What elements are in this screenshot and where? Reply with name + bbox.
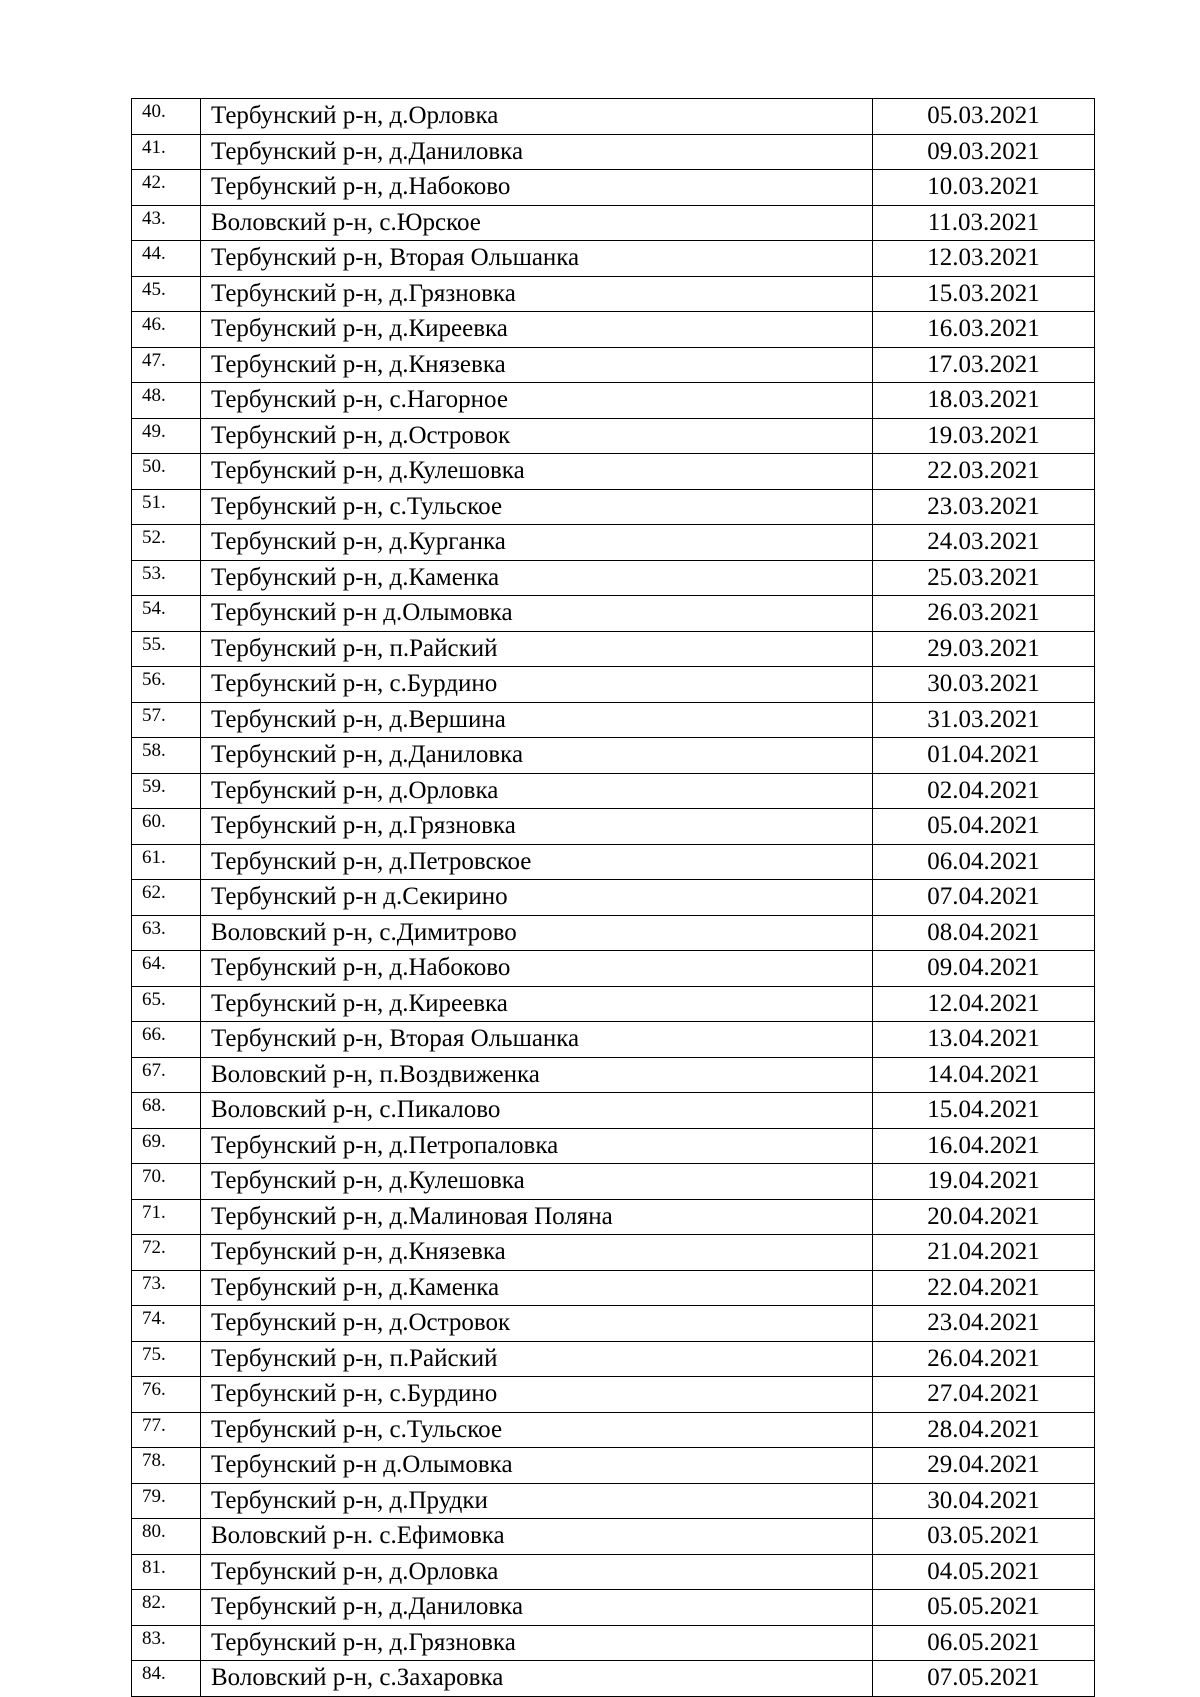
date-cell: 05.04.2021 <box>873 809 1095 845</box>
row-number: 52. <box>132 525 201 561</box>
row-number: 58. <box>132 738 201 774</box>
location-cell: Тербунский р-н, с.Нагорное <box>201 383 873 419</box>
row-number: 60. <box>132 809 201 845</box>
table-row <box>132 312 1095 348</box>
row-number: 51. <box>132 489 201 525</box>
date-cell: 31.03.2021 <box>873 702 1095 738</box>
date-cell: 07.05.2021 <box>873 1661 1095 1697</box>
location-cell: Тербунский р-н, д.Петровское <box>201 844 873 880</box>
date-cell: 23.04.2021 <box>873 1306 1095 1342</box>
row-number: 40. <box>132 99 201 135</box>
date-cell: 29.04.2021 <box>873 1448 1095 1484</box>
row-number: 70. <box>132 1164 201 1200</box>
row-number: 75. <box>132 1341 201 1377</box>
row-number: 41. <box>132 134 201 170</box>
date-cell: 05.03.2021 <box>873 99 1095 135</box>
table-row <box>132 1022 1095 1058</box>
date-cell: 28.04.2021 <box>873 1412 1095 1448</box>
table-row <box>132 1199 1095 1235</box>
location-cell: Воловский р-н, п.Воздвиженка <box>201 1057 873 1093</box>
table-row <box>132 205 1095 241</box>
row-number: 79. <box>132 1483 201 1519</box>
location-cell: Тербунский р-н, д.Грязновка <box>201 809 873 845</box>
table-row <box>132 1483 1095 1519</box>
location-cell: Воловский р-н. с.Ефимовка <box>201 1519 873 1555</box>
date-cell: 17.03.2021 <box>873 347 1095 383</box>
table-row <box>132 951 1095 987</box>
table-row <box>132 1448 1095 1484</box>
table-row <box>132 1341 1095 1377</box>
table-row <box>132 347 1095 383</box>
row-number: 82. <box>132 1590 201 1626</box>
location-cell: Тербунский р-н, д.Киреевка <box>201 986 873 1022</box>
location-cell: Тербунский р-н, д.Островок <box>201 418 873 454</box>
table-row <box>132 1590 1095 1626</box>
location-cell: Тербунский р-н, д.Орловка <box>201 99 873 135</box>
row-number: 46. <box>132 312 201 348</box>
row-number: 69. <box>132 1128 201 1164</box>
table-row <box>132 738 1095 774</box>
date-cell: 03.05.2021 <box>873 1519 1095 1555</box>
date-cell: 05.05.2021 <box>873 1590 1095 1626</box>
table-row <box>132 667 1095 703</box>
location-cell: Тербунский р-н, Вторая Ольшанка <box>201 241 873 277</box>
date-cell: 07.04.2021 <box>873 880 1095 916</box>
location-cell: Тербунский р-н д.Олымовка <box>201 596 873 632</box>
table-row <box>132 1412 1095 1448</box>
row-number: 61. <box>132 844 201 880</box>
row-number: 73. <box>132 1270 201 1306</box>
row-number: 65. <box>132 986 201 1022</box>
row-number: 77. <box>132 1412 201 1448</box>
location-cell: Тербунский р-н, д.Курганка <box>201 525 873 561</box>
table-row <box>132 1164 1095 1200</box>
date-cell: 19.04.2021 <box>873 1164 1095 1200</box>
location-cell: Тербунский р-н, д.Вершина <box>201 702 873 738</box>
schedule-table-body <box>132 99 1095 1697</box>
row-number: 45. <box>132 276 201 312</box>
date-cell: 29.03.2021 <box>873 631 1095 667</box>
location-cell: Тербунский р-н д.Олымовка <box>201 1448 873 1484</box>
table-row <box>132 170 1095 206</box>
date-cell: 26.03.2021 <box>873 596 1095 632</box>
location-cell: Воловский р-н, с.Димитрово <box>201 915 873 951</box>
row-number: 55. <box>132 631 201 667</box>
date-cell: 11.03.2021 <box>873 205 1095 241</box>
location-cell: Тербунский р-н, д.Кулешовка <box>201 1164 873 1200</box>
date-cell: 26.04.2021 <box>873 1341 1095 1377</box>
location-cell: Воловский р-н, с.Юрское <box>201 205 873 241</box>
table-row <box>132 1093 1095 1129</box>
row-number: 44. <box>132 241 201 277</box>
table-row <box>132 454 1095 490</box>
date-cell: 06.05.2021 <box>873 1625 1095 1661</box>
table-row <box>132 383 1095 419</box>
row-number: 68. <box>132 1093 201 1129</box>
table-row <box>132 1057 1095 1093</box>
location-cell: Тербунский р-н, д.Малиновая Поляна <box>201 1199 873 1235</box>
location-cell: Тербунский р-н, д.Набоково <box>201 170 873 206</box>
date-cell: 10.03.2021 <box>873 170 1095 206</box>
table-row <box>132 489 1095 525</box>
table-row <box>132 1235 1095 1271</box>
row-number: 59. <box>132 773 201 809</box>
row-number: 83. <box>132 1625 201 1661</box>
date-cell: 30.03.2021 <box>873 667 1095 703</box>
table-row <box>132 596 1095 632</box>
date-cell: 23.03.2021 <box>873 489 1095 525</box>
location-cell: Тербунский р-н, д.Прудки <box>201 1483 873 1519</box>
row-number: 49. <box>132 418 201 454</box>
date-cell: 19.03.2021 <box>873 418 1095 454</box>
date-cell: 16.03.2021 <box>873 312 1095 348</box>
row-number: 81. <box>132 1554 201 1590</box>
date-cell: 16.04.2021 <box>873 1128 1095 1164</box>
location-cell: Тербунский р-н, с.Тульское <box>201 489 873 525</box>
location-cell: Тербунский р-н, с.Бурдино <box>201 667 873 703</box>
location-cell: Тербунский р-н, д.Орловка <box>201 1554 873 1590</box>
location-cell: Тербунский р-н, п.Райский <box>201 631 873 667</box>
date-cell: 06.04.2021 <box>873 844 1095 880</box>
row-number: 76. <box>132 1377 201 1413</box>
table-row <box>132 560 1095 596</box>
row-number: 53. <box>132 560 201 596</box>
row-number: 74. <box>132 1306 201 1342</box>
table-row <box>132 99 1095 135</box>
date-cell: 08.04.2021 <box>873 915 1095 951</box>
location-cell: Тербунский р-н, д.Киреевка <box>201 312 873 348</box>
table-row <box>132 241 1095 277</box>
row-number: 57. <box>132 702 201 738</box>
date-cell: 22.03.2021 <box>873 454 1095 490</box>
row-number: 80. <box>132 1519 201 1555</box>
location-cell: Тербунский р-н, с.Тульское <box>201 1412 873 1448</box>
table-row <box>132 1625 1095 1661</box>
table-row <box>132 844 1095 880</box>
date-cell: 04.05.2021 <box>873 1554 1095 1590</box>
date-cell: 30.04.2021 <box>873 1483 1095 1519</box>
table-row <box>132 418 1095 454</box>
table-row <box>132 631 1095 667</box>
schedule-table <box>131 98 1095 1697</box>
date-cell: 21.04.2021 <box>873 1235 1095 1271</box>
date-cell: 12.04.2021 <box>873 986 1095 1022</box>
date-cell: 27.04.2021 <box>873 1377 1095 1413</box>
location-cell: Тербунский р-н, д.Кулешовка <box>201 454 873 490</box>
location-cell: Воловский р-н, с.Захаровка <box>201 1661 873 1697</box>
row-number: 71. <box>132 1199 201 1235</box>
date-cell: 09.04.2021 <box>873 951 1095 987</box>
location-cell: Тербунский р-н, д.Князевка <box>201 1235 873 1271</box>
location-cell: Тербунский р-н, Вторая Ольшанка <box>201 1022 873 1058</box>
table-row <box>132 880 1095 916</box>
location-cell: Тербунский р-н, д.Даниловка <box>201 738 873 774</box>
table-row <box>132 1306 1095 1342</box>
date-cell: 15.03.2021 <box>873 276 1095 312</box>
location-cell: Тербунский р-н, д.Каменка <box>201 1270 873 1306</box>
table-row <box>132 702 1095 738</box>
table-row <box>132 1270 1095 1306</box>
table-row <box>132 1377 1095 1413</box>
location-cell: Тербунский р-н, д.Грязновка <box>201 1625 873 1661</box>
table-row <box>132 809 1095 845</box>
location-cell: Тербунский р-н, с.Бурдино <box>201 1377 873 1413</box>
location-cell: Воловский р-н, с.Пикалово <box>201 1093 873 1129</box>
location-cell: Тербунский р-н, п.Райский <box>201 1341 873 1377</box>
location-cell: Тербунский р-н, д.Грязновка <box>201 276 873 312</box>
table-row <box>132 915 1095 951</box>
date-cell: 13.04.2021 <box>873 1022 1095 1058</box>
location-cell: Тербунский р-н, д.Каменка <box>201 560 873 596</box>
date-cell: 15.04.2021 <box>873 1093 1095 1129</box>
location-cell: Тербунский р-н, д.Даниловка <box>201 1590 873 1626</box>
table-row <box>132 1661 1095 1697</box>
date-cell: 02.04.2021 <box>873 773 1095 809</box>
table-row <box>132 1519 1095 1555</box>
date-cell: 25.03.2021 <box>873 560 1095 596</box>
row-number: 66. <box>132 1022 201 1058</box>
table-row <box>132 1554 1095 1590</box>
location-cell: Тербунский р-н, д.Даниловка <box>201 134 873 170</box>
row-number: 54. <box>132 596 201 632</box>
date-cell: 12.03.2021 <box>873 241 1095 277</box>
location-cell: Тербунский р-н, д.Петропаловка <box>201 1128 873 1164</box>
date-cell: 18.03.2021 <box>873 383 1095 419</box>
row-number: 72. <box>132 1235 201 1271</box>
table-row <box>132 986 1095 1022</box>
table-row <box>132 1128 1095 1164</box>
location-cell: Тербунский р-н, д.Островок <box>201 1306 873 1342</box>
table-row <box>132 134 1095 170</box>
location-cell: Тербунский р-н, д.Набоково <box>201 951 873 987</box>
date-cell: 20.04.2021 <box>873 1199 1095 1235</box>
row-number: 50. <box>132 454 201 490</box>
row-number: 84. <box>132 1661 201 1697</box>
location-cell: Тербунский р-н, д.Орловка <box>201 773 873 809</box>
date-cell: 24.03.2021 <box>873 525 1095 561</box>
row-number: 56. <box>132 667 201 703</box>
date-cell: 01.04.2021 <box>873 738 1095 774</box>
date-cell: 22.04.2021 <box>873 1270 1095 1306</box>
row-number: 64. <box>132 951 201 987</box>
row-number: 42. <box>132 170 201 206</box>
date-cell: 14.04.2021 <box>873 1057 1095 1093</box>
row-number: 47. <box>132 347 201 383</box>
location-cell: Тербунский р-н, д.Князевка <box>201 347 873 383</box>
row-number: 67. <box>132 1057 201 1093</box>
row-number: 63. <box>132 915 201 951</box>
row-number: 43. <box>132 205 201 241</box>
row-number: 78. <box>132 1448 201 1484</box>
date-cell: 09.03.2021 <box>873 134 1095 170</box>
row-number: 62. <box>132 880 201 916</box>
table-row <box>132 276 1095 312</box>
location-cell: Тербунский р-н д.Секирино <box>201 880 873 916</box>
table-row <box>132 525 1095 561</box>
table-row <box>132 773 1095 809</box>
row-number: 48. <box>132 383 201 419</box>
